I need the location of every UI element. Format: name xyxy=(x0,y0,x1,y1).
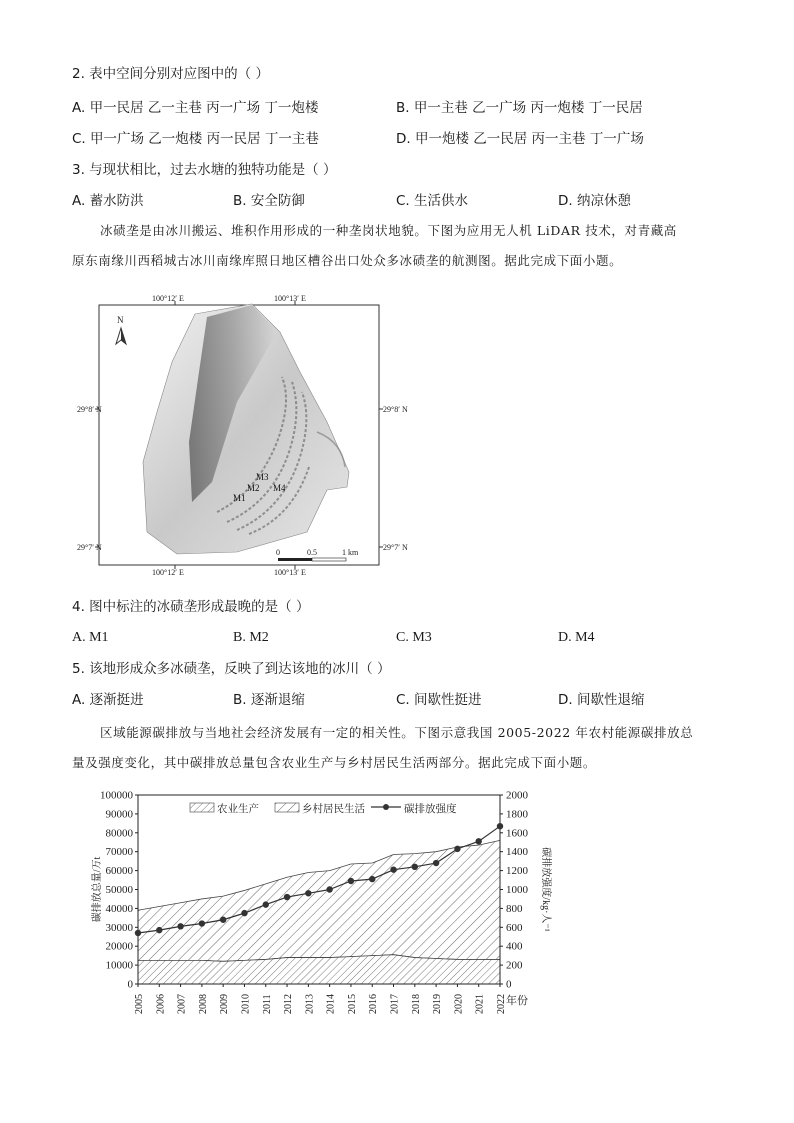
scale-end: 1 km xyxy=(342,548,359,557)
y-left-tick-label: 100000 xyxy=(100,789,133,802)
q3-option-c[interactable]: C. 生活供水 xyxy=(396,193,469,209)
intensity-point xyxy=(390,866,396,872)
intensity-point xyxy=(156,927,162,933)
intensity-point xyxy=(326,886,332,892)
q3-option-a[interactable]: A. 蓄水防洪 xyxy=(72,193,144,209)
x-tick-label: 2013 xyxy=(304,994,316,1014)
scale-0: 0 xyxy=(276,548,280,557)
passage-carbon-line2: 量及强度变化，其中碳排放总量包含农业生产与乡村居民生活两部分。据此完成下面小题。 xyxy=(72,755,597,770)
q2-stem: 2. 表中空间分别对应图中的（ ） xyxy=(72,66,269,82)
y-right-tick-label: 0 xyxy=(506,978,512,991)
y-left-tick-label: 10000 xyxy=(105,959,133,972)
y-left-tick-label: 40000 xyxy=(105,902,133,915)
lon-bottom-left: 100°12′ E xyxy=(152,568,184,577)
x-tick-label: 2006 xyxy=(155,994,167,1014)
legend-swatch-rural-life xyxy=(275,803,299,812)
x-tick-label: 2009 xyxy=(219,994,231,1014)
intensity-point xyxy=(412,864,418,870)
y-left-tick-label: 80000 xyxy=(105,827,133,840)
q4-option-b[interactable]: B. M2 xyxy=(233,630,269,645)
intensity-point xyxy=(305,890,311,896)
passage-carbon xyxy=(72,718,722,778)
passage-moraine-line2: 原东南缘川西稻城古冰川南缘库照日地区槽谷出口处众多冰碛垄的航测图。据此完成下面小题。 xyxy=(72,253,623,268)
legend-label-agriculture: 农业生产 xyxy=(217,804,259,815)
north-label: N xyxy=(117,315,124,325)
y-right-tick-label: 2000 xyxy=(506,789,528,802)
y-right-tick-label: 1600 xyxy=(506,827,528,840)
passage-carbon-line1: 区域能源碳排放与当地社会经济发展有一定的相关性。下图示意我国 2005-2022 年农村能源碳排放总 xyxy=(100,725,694,740)
intensity-point xyxy=(454,846,460,852)
q4-stem: 4. 图中标注的冰碛垄形成最晚的是（ ） xyxy=(72,599,310,615)
scale-mid: 0.5 xyxy=(307,548,317,557)
x-tick-label: 2020 xyxy=(453,994,465,1014)
intensity-point xyxy=(433,860,439,866)
intensity-point xyxy=(284,894,290,900)
q5-option-c[interactable]: C. 间歇性挺进 xyxy=(396,692,482,708)
x-tick-label: 2021 xyxy=(474,994,486,1014)
legend-marker-intensity xyxy=(383,804,389,810)
x-tick-label: 2005 xyxy=(134,994,145,1014)
moraine-lidar-map xyxy=(77,292,407,577)
y-right-tick-label: 1200 xyxy=(506,865,528,878)
y-left-tick-label: 50000 xyxy=(105,884,133,896)
intensity-point xyxy=(241,910,247,916)
q5-option-d[interactable]: D. 间歇性退缩 xyxy=(558,692,645,708)
x-tick-label: 2014 xyxy=(325,994,337,1014)
q5-option-a[interactable]: A. 逐渐挺进 xyxy=(72,692,144,708)
q3-option-b[interactable]: B. 安全防御 xyxy=(233,193,305,209)
x-tick-label: 2022 xyxy=(496,994,507,1014)
q4-option-a[interactable]: A. M1 xyxy=(72,630,109,645)
intensity-point xyxy=(476,838,482,844)
label-m2: M2 xyxy=(247,483,260,493)
x-tick-label: 2012 xyxy=(283,994,295,1014)
lat-upper-right: 29°8′ N xyxy=(383,405,408,414)
legend-label-intensity: 碳排放强度 xyxy=(404,804,457,815)
y-left-tick-label: 60000 xyxy=(105,865,133,878)
x-tick-label: 2015 xyxy=(346,994,358,1014)
y-right-tick-label: 1400 xyxy=(506,846,528,859)
passage-moraine xyxy=(72,216,722,276)
y-right-tick-label: 1800 xyxy=(506,808,528,821)
intensity-point xyxy=(369,876,375,882)
q5-option-b[interactable]: B. 逐渐退缩 xyxy=(233,692,305,708)
q2-option-b[interactable]: B. 甲一主巷 乙一广场 丙一炮楼 丁一民居 xyxy=(396,100,643,116)
intensity-point xyxy=(497,823,503,829)
lat-upper-left: 29°8′ N xyxy=(77,405,102,414)
y-right-tick-label: 800 xyxy=(506,902,523,915)
y-left-tick-label: 20000 xyxy=(105,940,133,953)
y-right-tick-label: 1000 xyxy=(506,884,528,896)
y-axis-left-label: 碳排放总量/万t xyxy=(92,856,103,923)
x-tick-label: 2017 xyxy=(389,994,401,1014)
lat-lower-right: 29°7′ N xyxy=(383,543,408,552)
y-left-tick-label: 30000 xyxy=(105,921,133,934)
y-right-tick-label: 200 xyxy=(506,959,523,972)
x-tick-label: 2016 xyxy=(368,994,380,1014)
intensity-point xyxy=(199,920,205,926)
q4-option-d[interactable]: D. M4 xyxy=(558,630,595,645)
legend-label-rural-life: 乡村居民生活 xyxy=(302,804,365,815)
y-left-tick-label: 70000 xyxy=(105,846,133,859)
legend-swatch-agriculture xyxy=(190,803,214,812)
x-tick-label: 2008 xyxy=(197,994,209,1014)
q5-stem: 5. 该地形成众多冰碛垄，反映了到达该地的冰川（ ） xyxy=(72,661,391,677)
series-area-rural-life xyxy=(138,840,500,961)
scale-bar xyxy=(278,558,346,561)
x-tick-label: 2010 xyxy=(240,994,252,1014)
y-left-tick-label: 90000 xyxy=(105,808,133,821)
intensity-point xyxy=(177,923,183,929)
lon-bottom-right: 100°13′ E xyxy=(274,568,306,577)
q3-stem: 3. 与现状相比，过去水塘的独特功能是（ ） xyxy=(72,162,337,178)
y-right-tick-label: 600 xyxy=(506,921,523,934)
intensity-point xyxy=(220,917,226,923)
q4-option-c[interactable]: C. M3 xyxy=(396,630,432,645)
x-tick-label: 2011 xyxy=(261,994,273,1014)
lon-top-right: 100°13′ E xyxy=(274,294,306,303)
q2-option-d[interactable]: D. 甲一炮楼 乙一民居 丙一主巷 丁一广场 xyxy=(396,131,644,147)
x-tick-label: 2007 xyxy=(176,994,188,1014)
x-tick-label: 2018 xyxy=(410,994,422,1014)
lat-lower-left: 29°7′ N xyxy=(77,543,102,552)
label-m3: M3 xyxy=(256,472,269,482)
intensity-point xyxy=(348,878,354,884)
label-m4: M4 xyxy=(273,483,286,493)
passage-moraine-line1: 冰碛垄是由冰川搬运、堆积作用形成的一种垄岗状地貌。下图为应用无人机 LiDAR 技术，对青藏高 xyxy=(100,223,677,238)
x-axis-label: 年份 xyxy=(506,995,528,1007)
q2-option-a[interactable]: A. 甲一民居 乙一主巷 丙一广场 丁一炮楼 xyxy=(72,100,319,116)
q3-option-d[interactable]: D. 纳凉休憩 xyxy=(558,193,631,209)
y-left-tick-label: 0 xyxy=(127,978,133,991)
carbon-emission-chart xyxy=(88,783,551,1018)
intensity-point xyxy=(263,901,269,907)
y-right-tick-label: 400 xyxy=(506,940,523,953)
lon-top-left: 100°12′ E xyxy=(152,294,184,303)
intensity-point xyxy=(135,930,141,936)
y-axis-right-label: 碳排放强度/kg·人⁻¹ xyxy=(540,847,551,932)
label-m1: M1 xyxy=(233,493,246,503)
q2-option-c[interactable]: C. 甲一广场 乙一炮楼 丙一民居 丁一主巷 xyxy=(72,131,319,147)
x-tick-label: 2019 xyxy=(432,994,444,1014)
